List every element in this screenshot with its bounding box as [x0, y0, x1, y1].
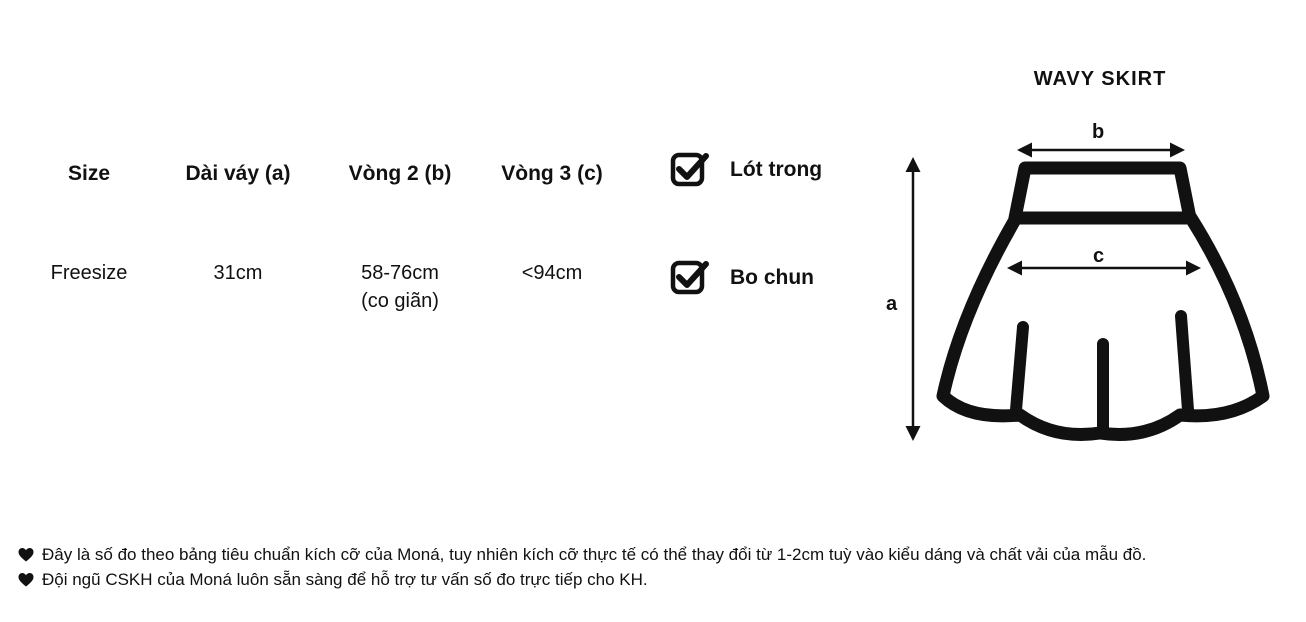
- skirt-diagram: [880, 100, 1290, 450]
- heart-icon: [18, 547, 34, 563]
- cell-size: Freesize: [50, 262, 128, 284]
- diagram-label-a: a: [886, 293, 898, 315]
- feature-lining-label: Lót trong: [730, 158, 823, 181]
- note-text: Đây là số đo theo bảng tiêu chuẩn kích cỡ của Moná, tuy nhiên kích cỡ thực tế có thể thay đổi từ 1-2cm tuỳ vào kiểu dáng và chất vải của mẫu đồ.: [42, 545, 1147, 564]
- skirt-outline: [943, 168, 1263, 435]
- header-hip: Vòng 3 (c): [501, 162, 603, 185]
- note-item: [18, 542, 1146, 567]
- heart-icon: [18, 572, 34, 588]
- checkbox-checked-icon: [670, 150, 710, 190]
- cell-length: 31cm: [213, 262, 263, 284]
- cell-waist: [330, 259, 470, 315]
- feature-elastic-label: Bo chun: [730, 266, 814, 289]
- feature-lining: [670, 150, 822, 190]
- note-text: Đội ngũ CSKH của Moná luôn sẵn sàng để hỗ trợ tư vấn số đo trực tiếp cho KH.: [42, 570, 648, 589]
- diagram-label-b: b: [1092, 121, 1105, 143]
- header-waist: Vòng 2 (b): [348, 162, 452, 185]
- header-size: Size: [67, 162, 111, 185]
- note-item: [18, 567, 1146, 592]
- cell-hip: <94cm: [521, 262, 583, 284]
- checkbox-checked-icon: [670, 258, 710, 298]
- cell-waist-note: (co giãn): [361, 290, 439, 312]
- cell-waist-value: 58-76cm: [361, 262, 439, 284]
- diagram-title: WAVY SKIRT: [1033, 68, 1167, 90]
- header-length: Dài váy (a): [185, 162, 291, 185]
- notes: [18, 542, 1146, 592]
- feature-elastic: [670, 258, 814, 298]
- diagram-label-c: c: [1093, 245, 1105, 267]
